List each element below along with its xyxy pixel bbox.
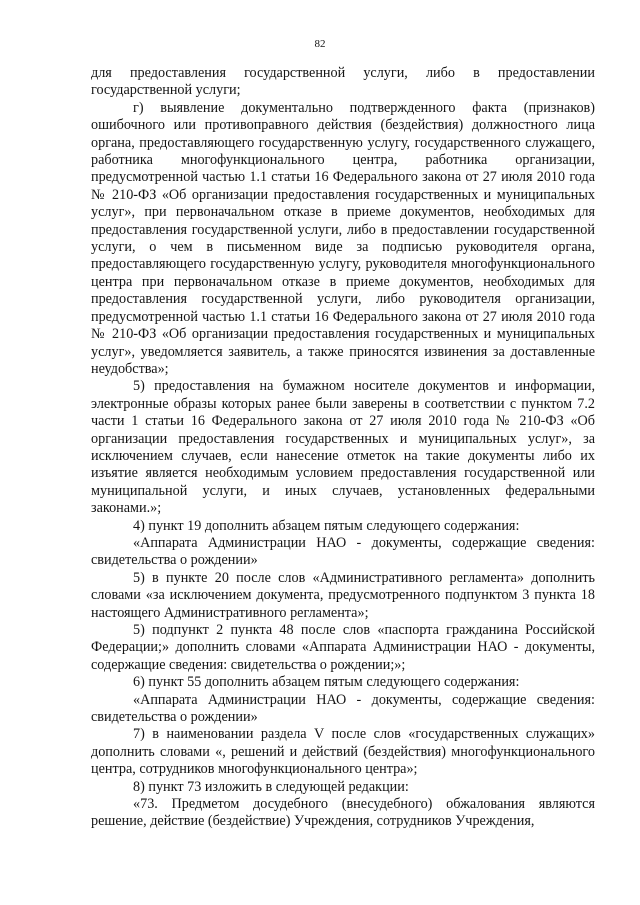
paragraph-11: 8) пункт 73 изложить в следующей редакции: [133, 778, 409, 795]
paragraph-6: 5) в пункте 20 после слов «Административного регламента» дополнить словами «за исключением документа, предусмотренного подпунктом 3 пункта 18 настоящего Административного регламента»; [91, 569, 595, 621]
document-body [91, 65, 595, 831]
paragraph-10: 7) в наименовании раздела V после слов «государственных служащих» дополнить словами «, решений и действий (бездействия) многофункционального центра, сотрудников многофункционального центра»; [91, 726, 595, 778]
paragraph-7: 5) подпункт 2 пункта 48 после слов «паспорта гражданина Российской Федерации;» дополнить словами «Аппарата Администрации НАО - документы, содержащие сведения: свидетельства о рождении;»; [91, 622, 595, 673]
page-number: 82 [314, 38, 326, 50]
paragraph-1: для предоставления государственной услуги, либо в предоставлении государственной услуги; [91, 65, 595, 99]
paragraph-9: «Аппарата Администрации НАО - документы, содержащие сведения: свидетельства о рождении» [91, 691, 595, 726]
paragraph-8: 6) пункт 55 дополнить абзацем пятым следующего содержания: [133, 674, 520, 691]
paragraph-5: «Аппарата Администрации НАО - документы, содержащие сведения: свидетельства о рождении» [91, 534, 595, 569]
paragraph-3: 5) предоставления на бумажном носителе документов и информации, электронные образы которых ранее были заверены в соответствии с пунктом 7.2 части 1 статьи 16 Федерального закона от 27 июля 2010 года № 210-ФЗ «Об организации предоставления государственных и муниципальных услуг», за исключением случаев, если нанесение отметок на такие документы либо их изъятие является необходимым условием предоставления государственной или муниципальной услуги, и иных случаев, установленных федеральными законами.»; [91, 378, 595, 517]
paragraph-12: «73. Предметом досудебного (внесудебного) обжалования являются решение, действие (бездействие) Учреждения, сотрудников Учреждения, [91, 796, 595, 830]
paragraph-2: г) выявление документально подтвержденного факта (признаков) ошибочного или противоправного действия (бездействия) должностного лица органа, предоставляющего государственную услугу, государственного служащего, работника многофункционального центра, работника организации, предусмотренной частью 1.1 статьи 16 Федерального закона от 27 июля 2010 года № 210-ФЗ «Об организации предоставления государственных и муниципальных услуг», при первоначальном отказе в приеме документов, необходимых для предоставления государственной услуги, либо в предоставлении государственной услуги, о чем в письменном виде за подписью руководителя органа, предоставляющего государственную услугу, руководителя многофункционального центра при первоначальном отказе в приеме документов, необходимых для предоставления государственной услуги, либо руководителя организации, предусмотренной частью 1.1 статьи 16 Федерального закона от 27 июля 2010 года № 210-ФЗ «Об организации предоставления государственных и муниципальных услуг», уведомляется заявитель, а также приносятся извинения за доставленные неудобства»; [91, 99, 595, 377]
paragraph-4: 4) пункт 19 дополнить абзацем пятым следующего содержания: [133, 517, 520, 534]
